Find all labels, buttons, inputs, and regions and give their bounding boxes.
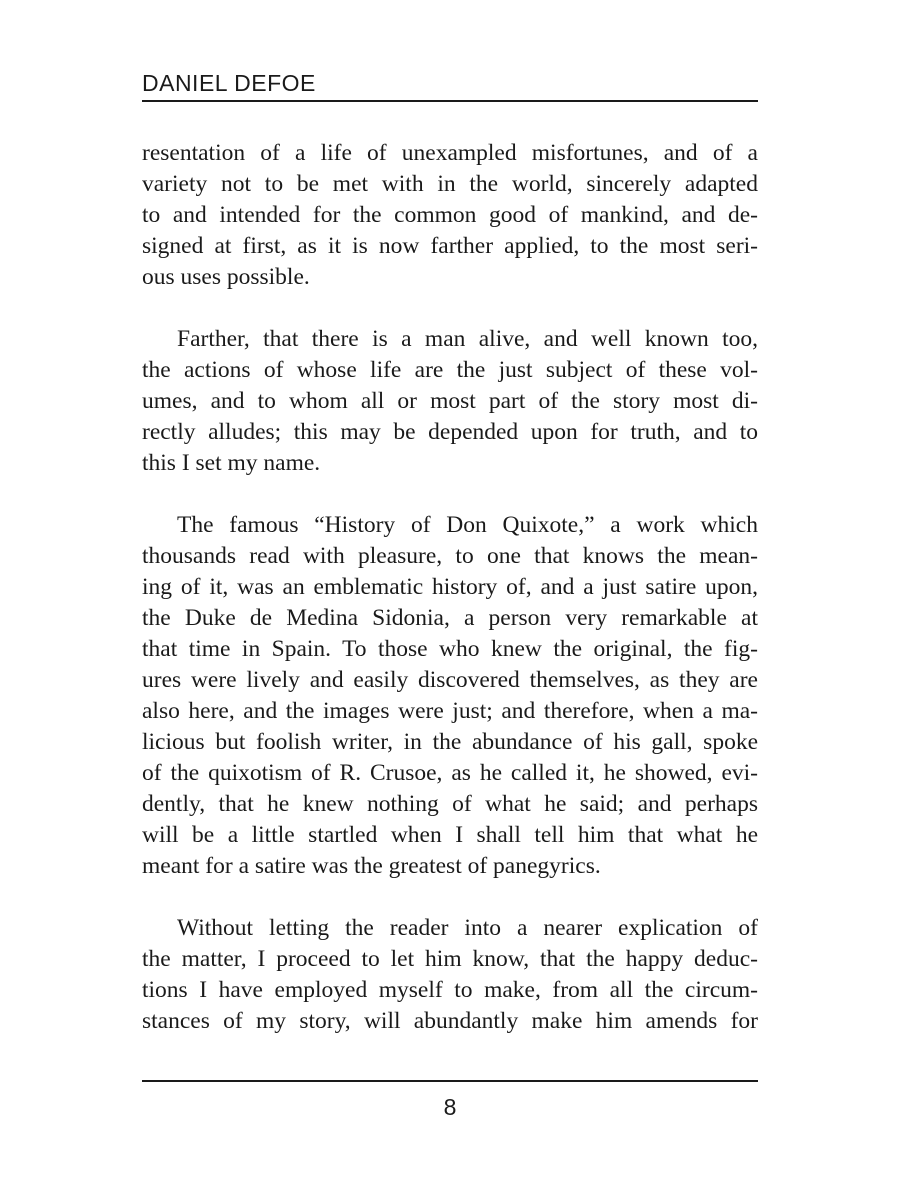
- text-line: ous uses possible.: [142, 264, 310, 290]
- text-line: ing of it, was an emblematic history of, and a just satire upon,: [142, 574, 758, 600]
- paragraph: [142, 138, 758, 293]
- text-line: to and intended for the common good of mankind, and de-: [142, 202, 758, 228]
- footer-rule: [142, 1080, 758, 1082]
- text-line: variety not to be met with in the world, sincerely adapted: [142, 171, 758, 197]
- text-line: signed at first, as it is now farther applied, to the most seri-: [142, 233, 758, 259]
- running-head: DANIEL DEFOE: [142, 70, 316, 96]
- text-line: thousands read with pleasure, to one that knows the mean-: [142, 543, 758, 569]
- header-rule: [142, 100, 758, 102]
- text-line: that time in Spain. To those who knew the original, the fig-: [142, 636, 758, 662]
- text-line: the matter, I proceed to let him know, that the happy deduc-: [142, 946, 758, 972]
- text-line: the actions of whose life are the just subject of these vol-: [142, 357, 758, 383]
- page-number: 8: [443, 1094, 457, 1120]
- text-line: Farther, that there is a man alive, and well known too,: [177, 326, 758, 352]
- paragraph: [142, 324, 758, 479]
- paragraph: [142, 913, 758, 1037]
- text-line: meant for a satire was the greatest of panegyrics.: [142, 853, 601, 879]
- text-line: ures were lively and easily discovered themselves, as they are: [142, 667, 758, 693]
- text-line: tions I have employed myself to make, from all the circum-: [142, 977, 758, 1003]
- text-line: Without letting the reader into a nearer explication of: [177, 915, 758, 941]
- text-line: of the quixotism of R. Crusoe, as he called it, he showed, evi-: [142, 760, 758, 786]
- text-line: also here, and the images were just; and therefore, when a ma-: [142, 698, 758, 724]
- text-line: licious but foolish writer, in the abundance of his gall, spoke: [142, 729, 758, 755]
- body-text: [142, 138, 758, 1068]
- text-line: the Duke de Medina Sidonia, a person very remarkable at: [142, 605, 758, 631]
- text-line: this I set my name.: [142, 450, 321, 476]
- text-line: rectly alludes; this may be depended upon for truth, and to: [142, 419, 758, 445]
- text-line: dently, that he knew nothing of what he said; and perhaps: [142, 791, 758, 817]
- paragraph: [142, 510, 758, 882]
- text-line: will be a little startled when I shall tell him that what he: [142, 822, 758, 848]
- text-line: stances of my story, will abundantly make him amends for: [142, 1008, 758, 1034]
- text-line: resentation of a life of unexampled misfortunes, and of a: [142, 140, 758, 166]
- text-line: The famous “History of Don Quixote,” a work which: [177, 512, 758, 538]
- text-line: umes, and to whom all or most part of the story most di-: [142, 388, 758, 414]
